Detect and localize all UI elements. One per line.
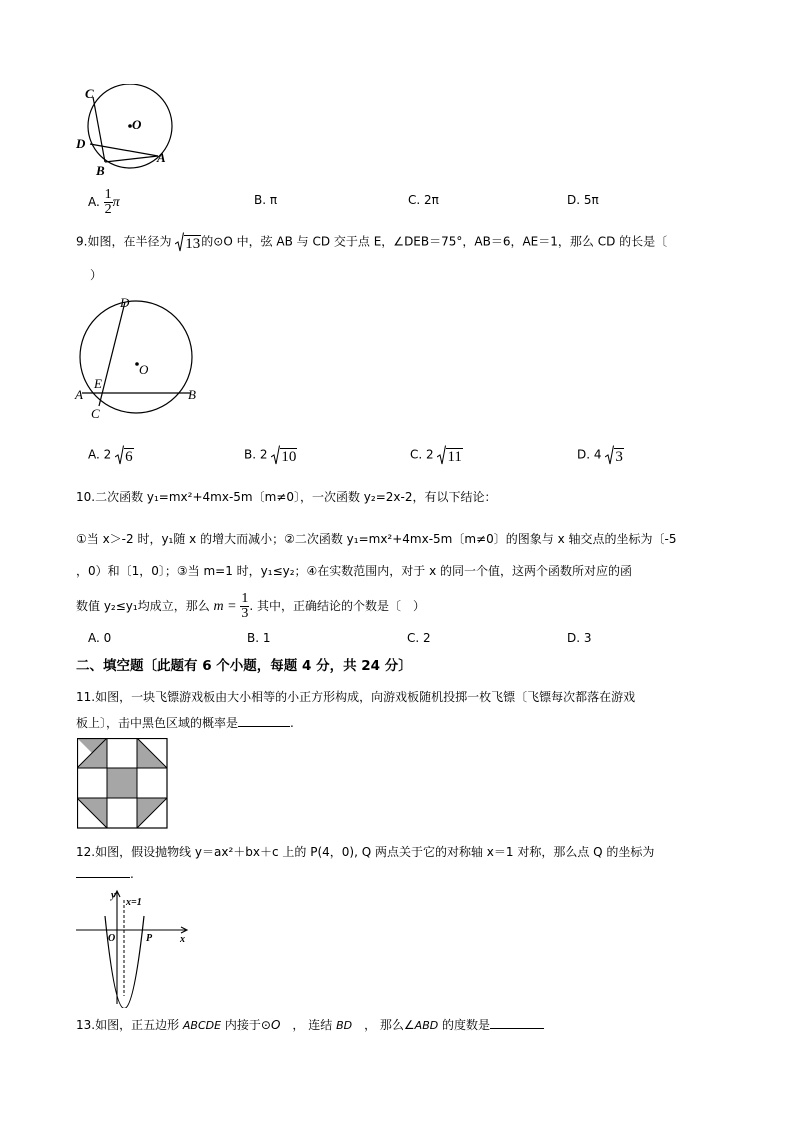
q10-m-fraction: $\frac{1}{3}$ [241,591,249,621]
fig9-label-e: E [94,376,102,391]
q8-option-a-fraction: $\frac{1}{2}$ [104,187,112,217]
q13-answer-blank[interactable] [490,1017,544,1029]
q10-line1: 10.二次函数 y₁=mx²+4mx-5m〔m≠0〕，一次函数 y₂=2x-2，有以下结论： [76,490,497,504]
q11-line1: 11.如图，一块飞镖游戏板由大小相等的小正方形构成，向游戏板随机投掷一枚飞镖〔飞镖每次都落在游戏 [76,690,636,704]
fig9-label-d: D [120,295,130,310]
fig12-label-y: y [111,890,116,901]
q12-line1: 12.如图，假设抛物线 y＝ax²＋bx＋c 上的 P(4，0), Q 两点关于它的对称轴 x＝1 对称，那么点 Q 的坐标为 [76,845,655,859]
fig8-label-c: C [85,86,94,101]
q9-question: 9.如图，在半径为 13 的⊙O 中，弦 AB 与 CD 交于点 E，∠DEB＝75°，AB＝6，AE＝1，那么 CD 的长是〔 [76,232,667,252]
fig12-label-axis: x=1 [126,897,142,908]
q12-parabola-figure [74,886,194,1008]
q9-option-d[interactable]: D. 4 3 [577,447,623,465]
q10-line4: 数值 y₂≤y₁均成立，那么 m = $\frac{1}{3}$ . 其中，正确结论的个数是〔 ） [76,591,426,621]
q12-answer-blank[interactable] [76,866,130,878]
q10-line2: ①当 x＞-2 时，y₁随 x 的增大而减小；②二次函数 y₁=mx²+4mx-5m〔m≠0〕的图象与 x 轴交点的坐标为〔-5 [76,532,677,546]
q9-circle-figure [72,292,206,424]
fig12-label-o: O [108,933,116,944]
fig9-label-o: O [139,362,149,377]
q13-line: 13.如图，正五边形 ABCDE 内接于⊙O ， 连结 BD ， 那么∠ABD 的度数是 [76,1016,544,1033]
q9-option-c[interactable]: C. 2 11 [410,447,462,465]
fig9-label-c: C [91,406,100,421]
fig9-label-a: A [75,387,83,402]
q9-question-line2: ） [90,268,103,282]
q10-option-d[interactable]: D. 3 [567,631,592,645]
q10-option-a[interactable]: A. 0 [88,631,112,645]
q8-option-d[interactable]: D. 5π [567,193,599,207]
fig8-label-b: B [96,163,105,178]
q11-dartboard-figure [77,738,169,830]
section-heading: 二、填空题〔此题有 6 个小题，每题 4 分，共 24 分〕 [76,658,412,674]
fig9-label-b: B [188,387,196,402]
sqrt-13: 13 [175,232,201,252]
q11-answer-blank[interactable] [238,715,290,727]
fig12-label-x: x [180,934,185,945]
q8-option-a[interactable]: A. $\frac{1}{2}$ π [88,187,120,217]
fig12-label-p: P [146,933,153,944]
fig8-label-o: O [132,117,142,132]
fig8-label-a: A [157,150,166,165]
q8-circle-figure [74,84,184,180]
q9-option-a[interactable]: A. 2 6 [88,447,133,465]
q10-option-c[interactable]: C. 2 [407,631,431,645]
q8-option-c[interactable]: C. 2π [408,193,439,207]
fig8-label-d: D [76,136,86,151]
q12-line2: . [76,866,134,881]
q10-line3: ，0）和〔1，0〕；③当 m=1 时，y₁≤y₂；④在实数范围内，对于 x 的同一个值，这两个函数所对应的函 [76,564,633,578]
q10-option-b[interactable]: B. 1 [247,631,271,645]
q8-option-b[interactable]: B. π [254,193,278,207]
q9-option-b[interactable]: B. 2 10 [244,447,297,465]
q11-line2: 板上〕，击中黑色区域的概率是 . [76,716,294,730]
